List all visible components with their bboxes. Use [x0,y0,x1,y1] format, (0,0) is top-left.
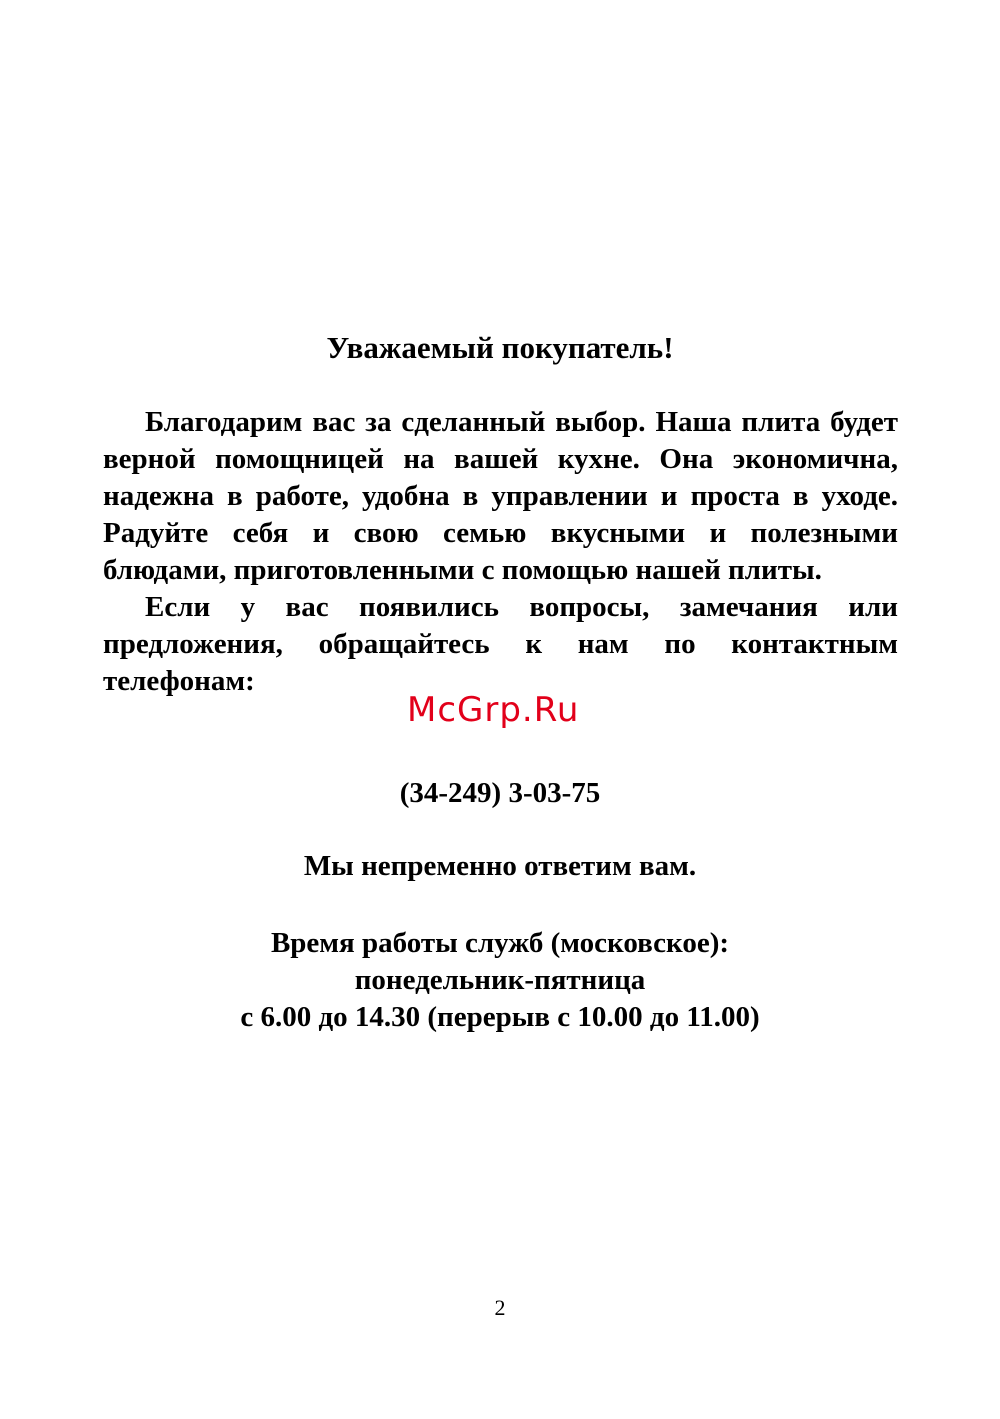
contact-paragraph: Если у вас появились вопросы, замечания или предложения, обращайтесь к нам по контактным телефонам: [103,591,898,697]
watermark-logo: McGrp.Ru [407,690,580,730]
greeting-heading: Уважаемый покупатель! [326,330,674,365]
working-hours-title: Время работы служб (московское): [270,927,730,959]
working-hours [0,925,1000,1036]
contact-phone: (34-249) 3-03-75 [399,777,601,809]
thanks-paragraph: Благодарим вас за сделанный выбор. Наша плита будет верной помощницей на вашей кухне. Она экономична, надежна в работе, удобна в управлении и проста в уходе. Радуйте себя и свою семью вкусными и полезными блюдами, приготовленными с помощью нашей плиты. [103,406,898,586]
page-number: 2 [494,1295,506,1320]
reply-note: Мы непременно ответим вам. [303,850,697,882]
working-hours-time: с 6.00 до 14.30 (перерыв с 10.00 до 11.00) [240,1001,760,1033]
body-text [103,404,898,700]
working-hours-days: понедельник-пятница [354,964,646,996]
